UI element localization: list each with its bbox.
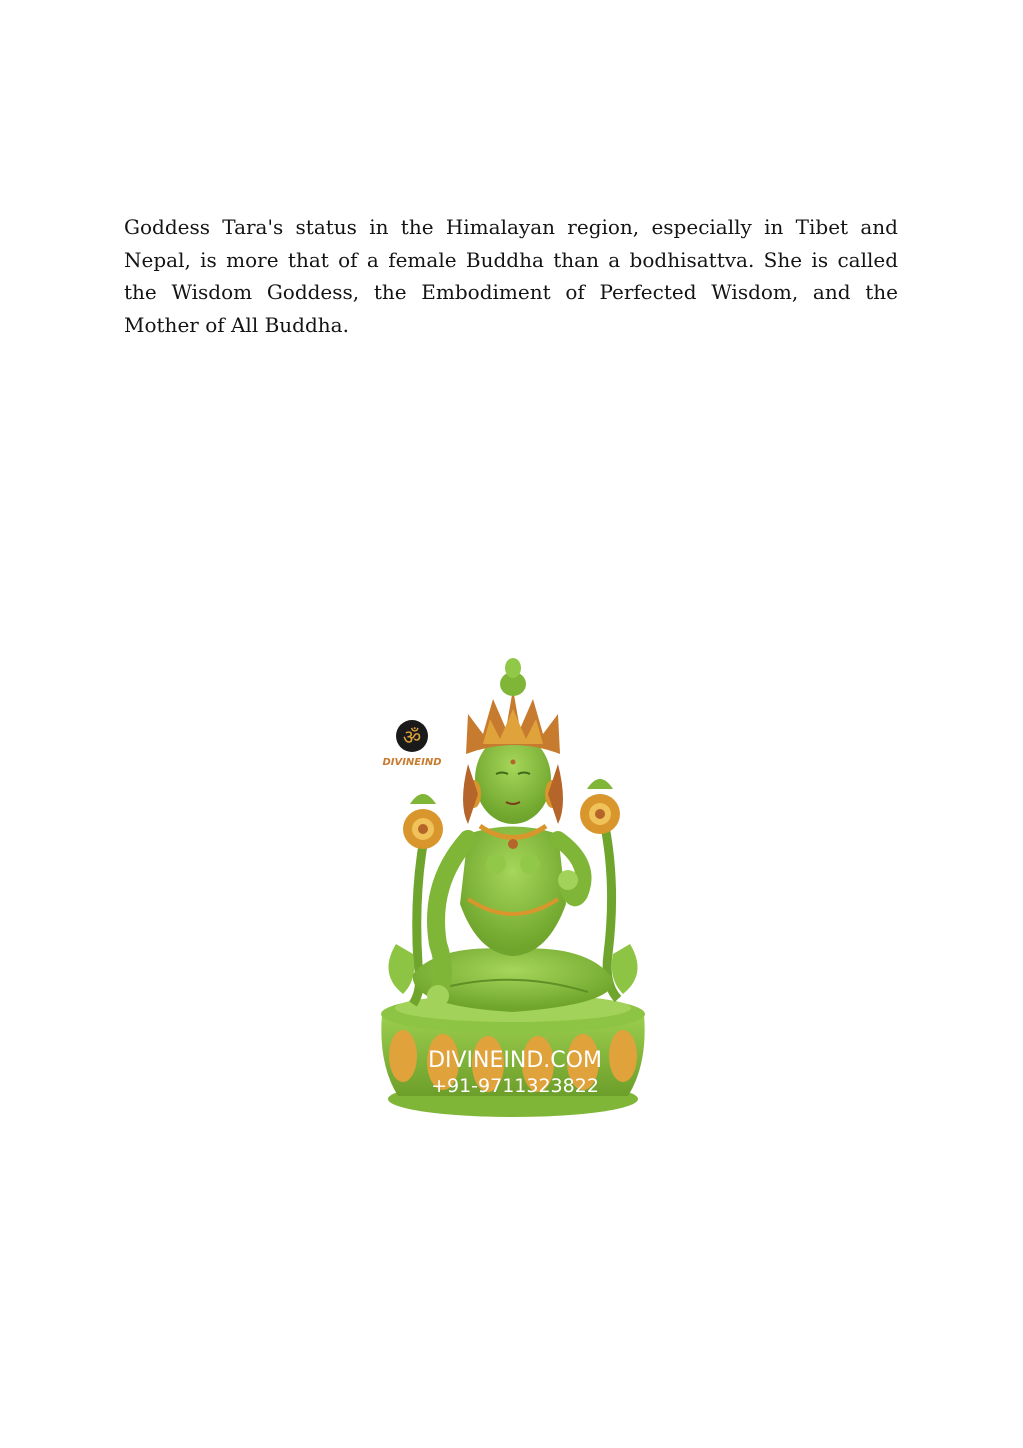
green-tara-statue-image <box>318 644 706 1144</box>
divineind-logo <box>382 720 441 768</box>
watermark-site: DIVINEIND.COM <box>428 1048 602 1073</box>
watermark-phone: +91-9711323822 <box>431 1075 599 1097</box>
body-paragraph: Goddess Tara's status in the Himalayan region, especially in Tibet and Nepal, is more that of a female Buddha than a bodhisattva. She is called the Wisdom Goddess, the Embodiment of Perfected Wisdom, and the Mother of All Buddha. <box>124 215 898 337</box>
om-logo-icon: ॐ <box>402 727 422 749</box>
logo-name: DIVINEIND <box>382 757 442 768</box>
